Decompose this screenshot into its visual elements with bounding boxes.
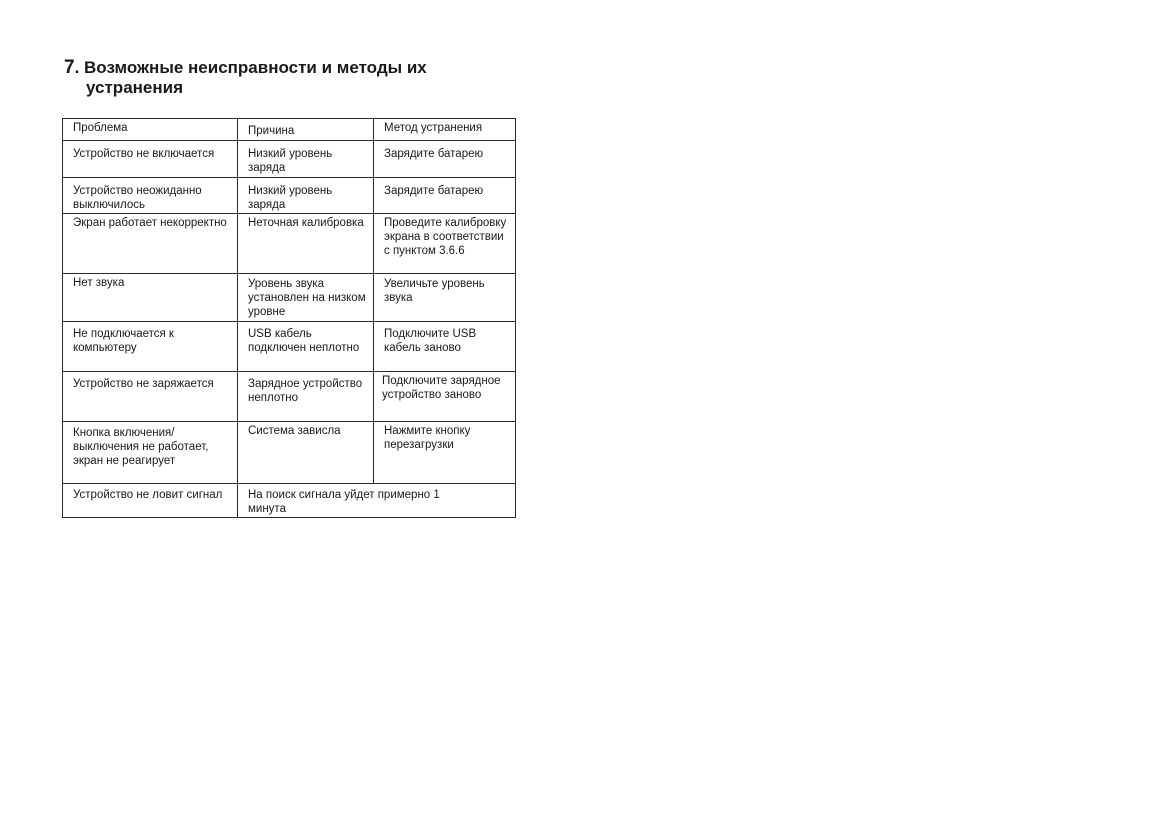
section-title-line1: . Возможные неисправности и методы их — [74, 58, 427, 77]
header-cause: Причина — [238, 119, 374, 141]
solution-cell: Увеличьте уровень звука — [374, 274, 516, 322]
problem-cell: Устройство не заряжается — [63, 372, 238, 422]
cause-solution-merged-cell: На поиск сигнала уйдет примерно 1 минута — [238, 484, 516, 518]
table-row — [63, 141, 516, 178]
solution-cell: Зарядите батарею — [374, 178, 516, 214]
cause-cell: Низкий уровень заряда — [238, 178, 374, 214]
section-number: 7 — [64, 57, 75, 78]
troubleshooting-table — [62, 118, 516, 518]
cause-cell: Неточная калибровка — [238, 214, 374, 274]
problem-cell: Устройство не включается — [63, 141, 238, 178]
table-row — [63, 422, 516, 484]
problem-cell: Устройство не ловит сигнал — [63, 484, 238, 518]
table-row — [63, 178, 516, 214]
header-solution: Метод устранения — [374, 119, 516, 141]
table-row — [63, 214, 516, 274]
table-header-row — [63, 119, 516, 141]
table-row — [63, 274, 516, 322]
problem-cell: Экран работает некорректно — [63, 214, 238, 274]
solution-cell: Нажмите кнопку перезагрузки — [374, 422, 516, 484]
problem-cell: Кнопка включения/выключения не работает, экран не реагирует — [63, 422, 238, 484]
problem-cell: Не подключается к компьютеру — [63, 322, 238, 372]
table-row — [63, 372, 516, 422]
cause-cell: Низкий уровень заряда — [238, 141, 374, 178]
table-row — [63, 484, 516, 518]
problem-cell: Устройство неожиданно выключилось — [63, 178, 238, 214]
problem-cell: Нет звука — [63, 274, 238, 322]
cause-cell: Уровень звука установлен на низком уровне — [238, 274, 374, 322]
cause-cell: Зарядное устройство неплотно — [238, 372, 374, 422]
header-problem: Проблема — [63, 119, 238, 141]
cause-cell: USB кабель подключен неплотно — [238, 322, 374, 372]
table-row — [63, 322, 516, 372]
solution-cell: Зарядите батарею — [374, 141, 516, 178]
cause-cell: Система зависла — [238, 422, 374, 484]
solution-cell: Проведите калибровку экрана в соответствии с пунктом 3.6.6 — [374, 214, 516, 274]
section-title-line2: устранения — [86, 78, 184, 97]
solution-cell: Подключите зарядное устройство заново — [374, 372, 516, 422]
solution-cell: Подключите USB кабель заново — [374, 322, 516, 372]
section-heading — [64, 58, 524, 98]
